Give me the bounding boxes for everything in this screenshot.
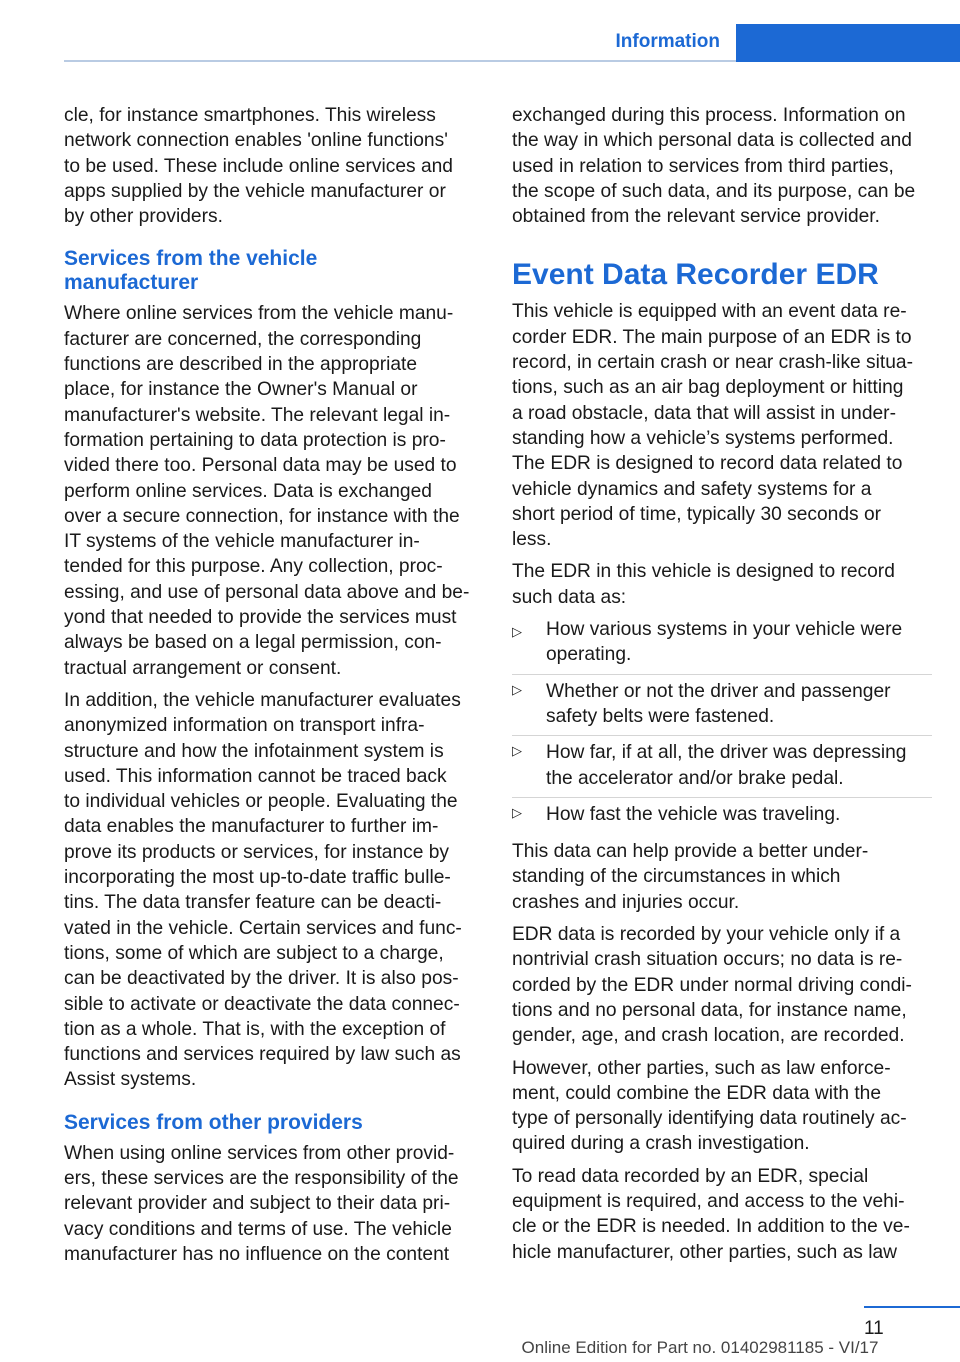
text-line: tions, some of which are subject to a charge, (64, 942, 444, 964)
text-line: always be based on a legal permission, con- (64, 632, 442, 654)
text-line: formation pertaining to data protection is pro- (64, 429, 446, 451)
text-line: Whether or not the driver and passenger (546, 680, 891, 702)
text-line: apps supplied by the vehicle manufacturer or (64, 180, 446, 202)
list-item (512, 674, 932, 736)
text-line: EDR data is recorded by your vehicle only if a (512, 924, 901, 946)
paragraph-edr-record (512, 559, 932, 610)
text-line: anonymized information on transport infra- (64, 715, 425, 737)
text-line: standing of the circumstances in which (512, 866, 841, 888)
list-item-text (546, 740, 932, 791)
text-line: tended for this purpose. Any collection, proc- (64, 556, 443, 578)
text-line: IT systems of the vehicle manufacturer in- (64, 531, 420, 553)
text-line: record, in certain crash or near crash-like situa- (512, 352, 913, 374)
heading-services-other-providers: Services from other providers (64, 1110, 363, 1134)
triangle-bullet-icon: ▷ (512, 804, 522, 820)
text-line: perform online services. Data is exchanged (64, 480, 432, 502)
text-line: network connection enables 'online functions' (64, 130, 448, 152)
text-line: to be used. These include online services and (64, 155, 453, 177)
text-line: vided there too. Personal data may be used to (64, 455, 457, 477)
text-line: ment, could combine the EDR data with the (512, 1082, 882, 1104)
text-line: crashes and injuries occur. (512, 891, 740, 913)
text-line: the scope of such data, and its purpose, can be (512, 180, 916, 202)
paragraph-anonymized-information (64, 688, 482, 1093)
text-line: cle or the EDR is needed. In addition to the ve- (512, 1216, 910, 1238)
paragraph-edr-purpose (512, 299, 932, 552)
text-line: tions and no personal data, for instance name, (512, 999, 907, 1021)
text-line: To read data recorded by an EDR, special (512, 1165, 869, 1187)
text-line: manufacturer's website. The relevant legal in- (64, 404, 451, 426)
heading-event-data-recorder: Event Data Recorder EDR (512, 258, 879, 292)
text-line: short period of time, typically 30 seconds or (512, 503, 882, 525)
text-line: functions and services required by law such as (64, 1044, 461, 1066)
text-line: ers, these services are the responsibility of the (64, 1167, 459, 1189)
paragraph-edr-law-enforcement (512, 1056, 932, 1157)
list-item-text (546, 802, 932, 827)
text-line: operating. (546, 644, 632, 666)
text-line: The EDR in this vehicle is designed to record (512, 561, 895, 583)
list-item (512, 735, 932, 797)
text-line: facturer are concerned, the corresponding (64, 328, 422, 350)
triangle-bullet-icon: ▷ (512, 681, 522, 697)
list-item-text (546, 617, 932, 668)
online-edition-note: Online Edition for Part no. 01402981185 - VI/17 (521, 1338, 879, 1357)
text-line: Assist systems. (64, 1069, 197, 1091)
text-line: structure and how the infotainment system is (64, 740, 444, 762)
text-line: Where online services from the vehicle manu- (64, 303, 454, 325)
text-line: vehicle dynamics and safety systems for a (512, 478, 872, 500)
intro-paragraph (64, 103, 482, 229)
text-line: gender, age, and crash location, are recorded. (512, 1025, 905, 1047)
continued-paragraph (512, 103, 932, 229)
text-line: can be deactivated by the driver. It is also pos- (64, 968, 459, 990)
text-line: to individual vehicles or people. Evaluating the (64, 791, 458, 813)
text-line: When using online services from other provid- (64, 1142, 455, 1164)
text-line: cle, for instance smartphones. This wireless (64, 105, 436, 126)
list-item-text (546, 679, 932, 730)
triangle-bullet-icon: ▷ (512, 624, 522, 640)
text-line: the accelerator and/or brake pedal. (546, 767, 844, 789)
text-line: sible to activate or deactivate the data connec- (64, 993, 460, 1015)
text-line: the way in which personal data is collected and (512, 130, 912, 152)
text-line: type of personally identifying data routinely ac- (512, 1108, 907, 1130)
left-column (64, 103, 482, 1274)
header-accent-block (736, 24, 960, 62)
paragraph-other-providers (64, 1141, 482, 1267)
text-line: tion as a whole. That is, with the exception of (64, 1018, 446, 1040)
text-line: by other providers. (64, 206, 223, 228)
text-line: However, other parties, such as law enforce- (512, 1057, 891, 1079)
text-line: safety belts were fastened. (546, 705, 775, 727)
text-line: relevant provider and subject to their data pri- (64, 1193, 451, 1215)
text-line: data enables the manufacturer to further im- (64, 816, 439, 838)
edr-data-list (512, 617, 932, 833)
list-item (512, 617, 932, 674)
text-line: used in relation to services from third parties, (512, 155, 894, 177)
text-line: vacy conditions and terms of use. The vehicle (64, 1218, 452, 1240)
text-line: tins. The data transfer feature can be deacti- (64, 892, 442, 914)
list-item (512, 797, 932, 833)
text-line: This vehicle is equipped with an event data re- (512, 301, 907, 323)
paragraph-online-services (64, 301, 482, 680)
text-line: obtained from the relevant service provider. (512, 206, 880, 228)
paragraph-edr-nontrivial (512, 922, 932, 1048)
text-line: How fast the vehicle was traveling. (546, 803, 841, 825)
text-line: place, for instance the Owner's Manual or (64, 379, 418, 401)
text-line: Services from the vehicle (64, 247, 318, 271)
text-line: exchanged during this process. Information on (512, 105, 906, 126)
paragraph-edr-read-data (512, 1164, 932, 1265)
text-line: prove its products or services, for instance by (64, 841, 449, 863)
text-line: How various systems in your vehicle were (546, 619, 903, 641)
text-line: This data can help provide a better under- (512, 841, 869, 863)
right-column (512, 103, 932, 1272)
text-line: manufacturer has no influence on the content (64, 1243, 450, 1265)
text-line: less. (512, 529, 552, 551)
text-line: quired during a crash investigation. (512, 1133, 810, 1155)
section-title: Information (615, 31, 720, 52)
text-line: nontrivial crash situation occurs; no data is re- (512, 949, 903, 971)
text-line: essing, and use of personal data above and be- (64, 581, 470, 603)
text-line: a road obstacle, data that will assist in under- (512, 402, 896, 424)
text-line: standing how a vehicle’s systems performed. (512, 427, 894, 449)
text-line: The EDR is designed to record data related to (512, 453, 903, 475)
text-line: corded by the EDR under normal driving condi- (512, 974, 912, 996)
footer-rule (864, 1306, 960, 1308)
text-line: manufacturer (64, 271, 199, 295)
text-line: tractual arrangement or consent. (64, 657, 342, 679)
text-line: corder EDR. The main purpose of an EDR is to (512, 326, 912, 348)
text-line: such data as: (512, 586, 627, 608)
heading-services-vehicle-manufacturer (64, 247, 482, 295)
text-line: How far, if at all, the driver was depressing (546, 742, 907, 764)
paragraph-edr-understanding (512, 839, 932, 915)
page-number: 11 (864, 1318, 884, 1339)
text-line: incorporating the most up-to-date traffic bulle- (64, 867, 451, 889)
text-line: In addition, the vehicle manufacturer evaluates (64, 689, 461, 711)
text-line: equipment is required, and access to the vehi- (512, 1190, 905, 1212)
text-line: used. This information cannot be traced back (64, 765, 447, 787)
text-line: over a secure connection, for instance with the (64, 505, 460, 527)
header-rule (64, 60, 736, 62)
text-line: functions are described in the appropriate (64, 354, 418, 376)
text-line: tions, such as an air bag deployment or hitting (512, 377, 904, 399)
text-line: vated in the vehicle. Certain services and func- (64, 917, 462, 939)
text-line: hicle manufacturer, other parties, such as law (512, 1241, 898, 1263)
text-line: yond that needed to provide the services must (64, 607, 457, 629)
triangle-bullet-icon: ▷ (512, 743, 522, 759)
